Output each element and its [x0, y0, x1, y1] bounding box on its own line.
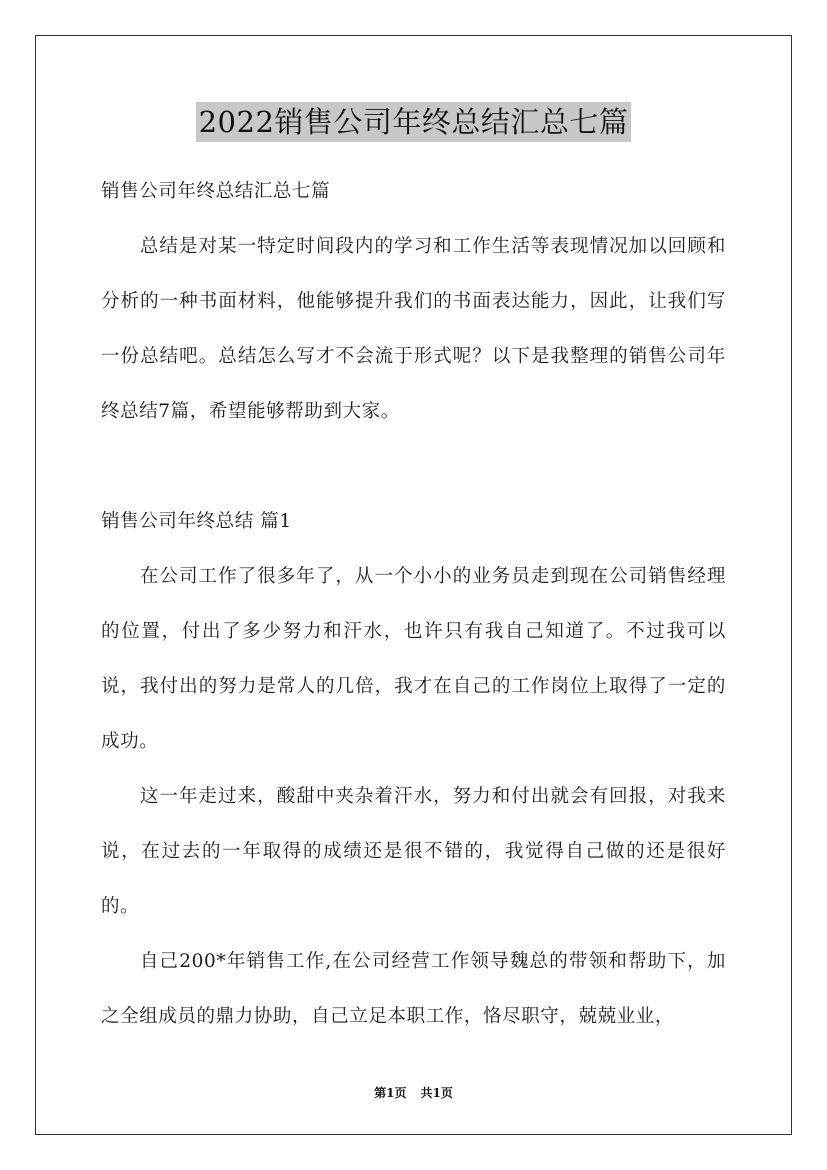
title-container — [0, 102, 827, 142]
body-paragraph: 自己200*年销售工作,在公司经营工作领导魏总的带领和帮助下，加之全组成员的鼎力协助，自己立足本职工作，恪尽职守，兢兢业业， — [101, 951, 726, 1027]
body-paragraph: 这一年走过来，酸甜中夹杂着汗水，努力和付出就会有回报，对我来说，在过去的一年取得的成绩还是很不错的，我觉得自己做的还是很好的。 — [101, 786, 726, 917]
body-paragraph: 在公司工作了很多年了，从一个小小的业务员走到现在公司销售经理的位置，付出了多少努力和汗水，也许只有我自己知道了。不过我可以说，我付出的努力是常人的几倍，我才在自己的工作岗位上取得了一定的成功。 — [101, 566, 726, 752]
intro-paragraph: 总结是对某一特定时间段内的学习和工作生活等表现情况加以回顾和分析的一种书面材料，他能够提升我们的书面表达能力，因此，让我们写一份总结吧。总结怎么写才不会流于形式呢？以下是我整理的销售公司年终总结7篇，希望能够帮助到大家。 — [101, 236, 726, 422]
page-number: 第1页 — [374, 1086, 407, 1100]
page-total: 共1页 — [420, 1086, 453, 1100]
document-body — [101, 164, 726, 1044]
section-heading: 销售公司年终总结 篇1 — [101, 511, 292, 532]
section-heading: 销售公司年终总结汇总七篇 — [101, 181, 331, 202]
page-footer — [0, 1084, 827, 1101]
document-title: 2022销售公司年终总结汇总七篇 — [196, 102, 632, 142]
paragraph-gap — [101, 439, 726, 494]
